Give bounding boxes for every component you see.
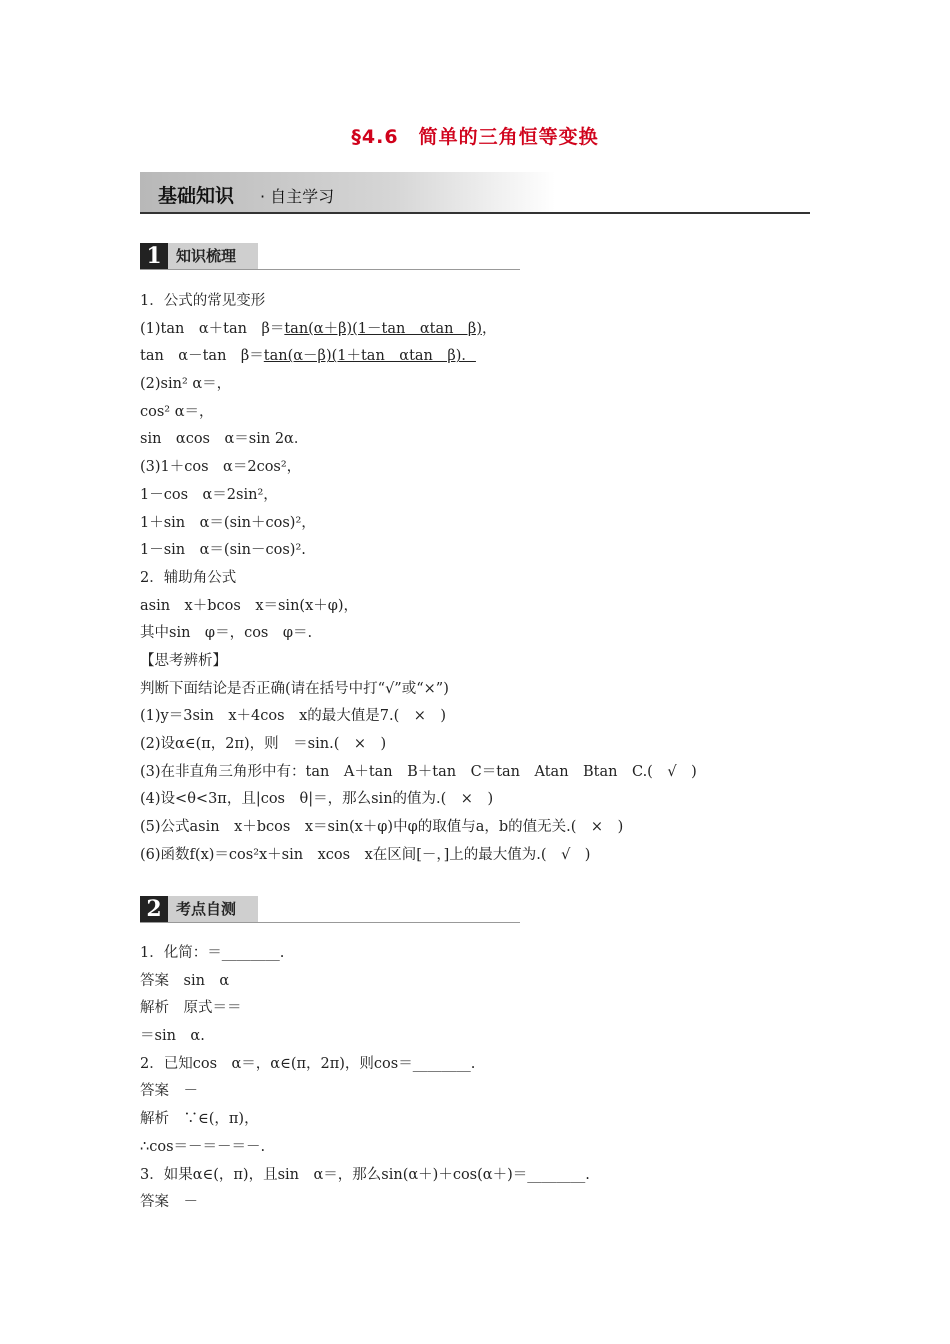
subheading-label: 知识梳理: [168, 243, 258, 269]
section-header-sub: · 自主学习: [260, 187, 335, 206]
line-text: (1)tan α＋tan β＝: [140, 320, 285, 337]
self-test-content: [140, 940, 840, 1217]
line-text: 解析 ∵∈(，π)，: [140, 1111, 259, 1128]
text-line: [140, 814, 840, 842]
text-line: [140, 731, 840, 759]
text-line: [140, 995, 840, 1023]
line-tail: ，: [481, 320, 497, 337]
line-text: ＝sin α.: [140, 1028, 205, 1045]
line-text: (5)公式asin x＋bcos x＝sin(x＋φ)中φ的取值与a，b的值无关.( × ): [140, 819, 624, 836]
text-line: [140, 454, 840, 482]
line-text: 其中sin φ＝，cos φ＝.: [140, 625, 313, 642]
line-answer: tan(α－β)(1＋tan αtan β)．: [263, 348, 476, 365]
subheading-self-test: [140, 896, 520, 923]
text-line: [140, 426, 840, 454]
line-text: ∴cos＝－＝－＝－.: [140, 1138, 266, 1155]
line-text: (2)设α∈(π，2π)，则 ＝sin.( × ): [140, 736, 387, 752]
text-line: [140, 510, 840, 538]
line-text: (3)在非直角三角形中有：tan A＋tan B＋tan C＝tan Atan Btan C.( √ ): [140, 763, 697, 780]
line-text: tan α－tan β＝: [140, 348, 264, 365]
line-text: 2．辅助角公式: [140, 569, 237, 586]
section-header: [140, 172, 810, 214]
text-line: [140, 316, 840, 344]
text-line: [140, 1023, 840, 1051]
line-text: (4)设<θ<3π，且|cos θ|＝，那么sin的值为.( × ): [140, 791, 494, 808]
line-text: (1)y＝3sin x＋4cos x的最大值是7.( × ): [140, 708, 447, 725]
text-line: [140, 1078, 840, 1106]
subheading-number: 2: [140, 896, 168, 922]
text-line: [140, 1051, 840, 1079]
line-text: sin αcos α＝sin 2α．: [140, 431, 309, 448]
text-line: [140, 1162, 840, 1190]
text-line: [140, 620, 840, 648]
text-line: [140, 288, 840, 316]
line-text: 1．公式的常见变形: [140, 293, 266, 309]
line-text: 解析 原式＝＝: [140, 1000, 242, 1017]
line-text: 答案 －: [140, 1194, 198, 1211]
line-text: 2．已知cos α＝，α∈(π，2π)，则cos＝________.: [140, 1055, 476, 1072]
line-text: 1．化简：＝________.: [140, 945, 285, 961]
text-line: [140, 343, 840, 371]
subheading-label: 考点自测: [168, 896, 258, 922]
line-text: (2)sin² α＝，: [140, 376, 232, 393]
text-line: [140, 842, 840, 870]
text-line: [140, 399, 840, 427]
subheading-knowledge: [140, 243, 520, 270]
line-text: 判断下面结论是否正确(请在括号中打“√”或“×”): [140, 680, 449, 697]
page-title: §4.6 简单的三角恒等变换: [351, 126, 599, 148]
line-text: 【思考辨析】: [140, 652, 227, 669]
text-line: [140, 537, 840, 565]
text-line: [140, 371, 840, 399]
text-line: [140, 940, 840, 968]
line-text: (6)函数f(x)＝cos²x＋sin xcos x在区间[－，]上的最大值为.( √ ): [140, 846, 591, 863]
section-header-main: 基础知识: [158, 185, 235, 207]
text-line: [140, 1189, 840, 1217]
line-text: 答案 －: [140, 1083, 198, 1100]
text-line: [140, 593, 840, 621]
subheading-number: 1: [140, 243, 168, 269]
text-line: [140, 1106, 840, 1134]
line-text: asin x＋bcos x＝sin(x＋φ)，: [140, 597, 359, 614]
line-text: 3．如果α∈(，π)，且sin α＝，那么sin(α＋)＋cos(α＋)＝________.: [140, 1166, 590, 1183]
text-line: [140, 759, 840, 787]
line-text: 答案 sin α: [140, 972, 230, 989]
text-line: [140, 676, 840, 704]
text-line: [140, 703, 840, 731]
line-answer: tan(α＋β)(1－tan αtan β): [284, 320, 482, 337]
text-line: [140, 968, 840, 996]
line-text: 1＋sin α＝(sin＋cos)²，: [140, 514, 316, 531]
knowledge-content: [140, 288, 840, 869]
text-line: [140, 482, 840, 510]
text-line: [140, 786, 840, 814]
line-text: (3)1＋cos α＝2cos²，: [140, 459, 302, 476]
line-text: 1－cos α＝2sin²，: [140, 486, 278, 503]
text-line: [140, 648, 840, 676]
line-text: cos² α＝，: [140, 403, 214, 420]
text-line: [140, 565, 840, 593]
line-text: 1－sin α＝(sin－cos)².: [140, 542, 306, 559]
text-line: [140, 1134, 840, 1162]
